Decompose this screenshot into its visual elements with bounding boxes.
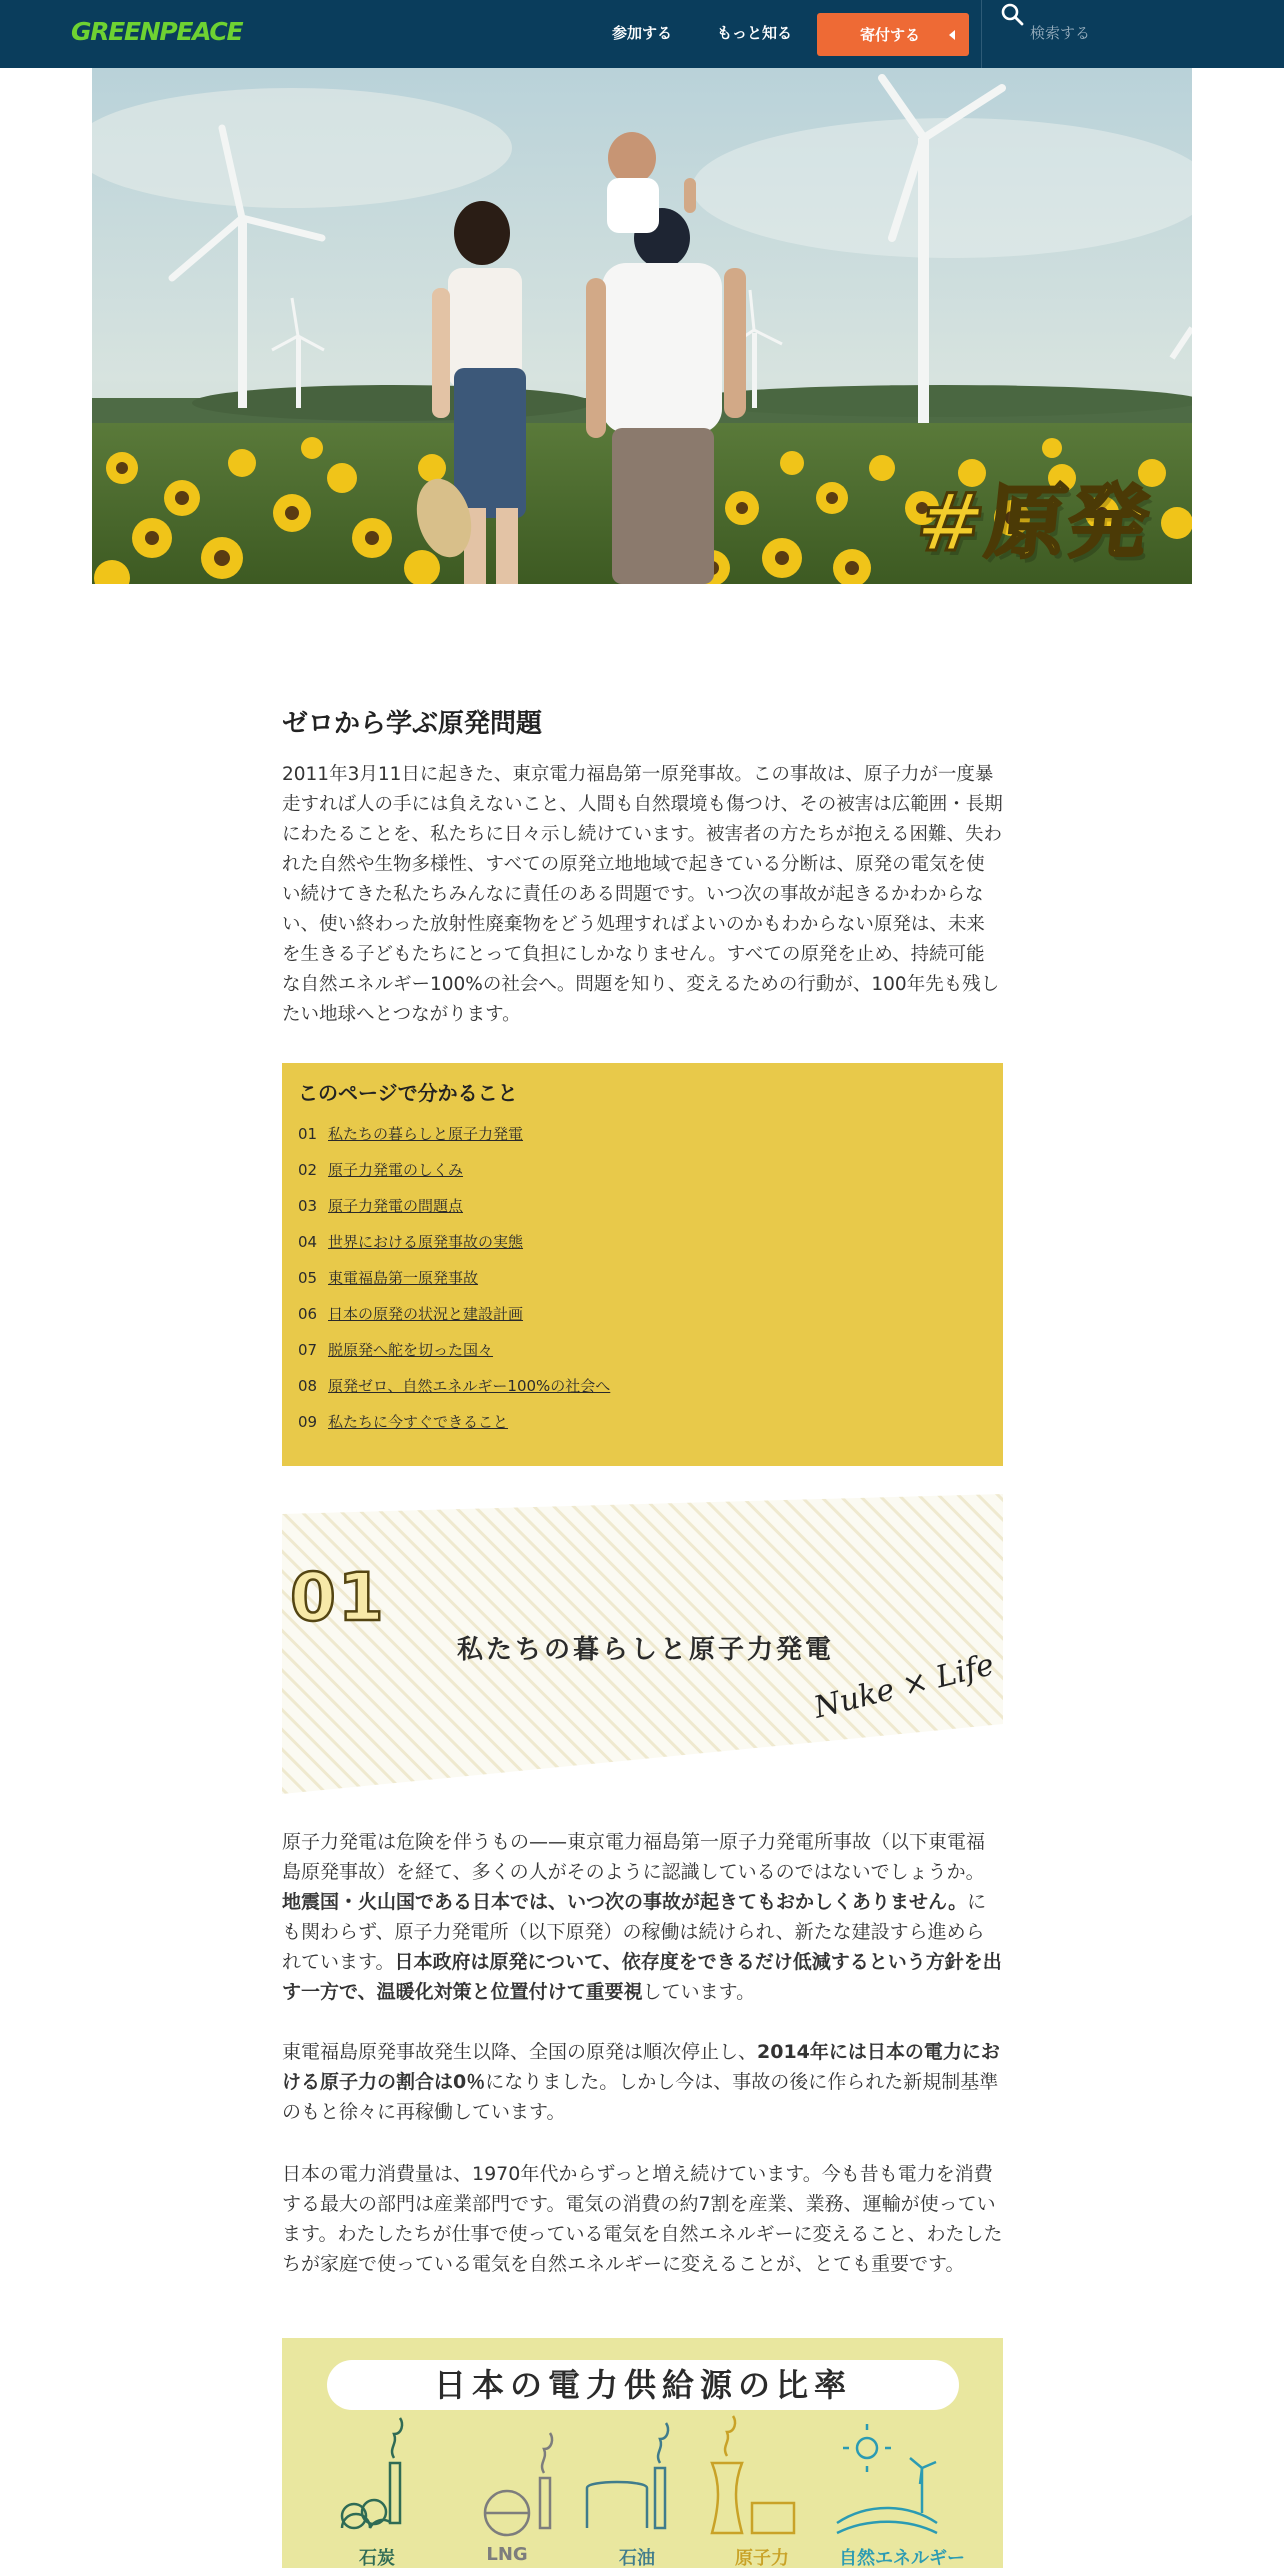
text-run: にも関わらず、原子力発電所（以下原発）の稼働は続けられ、新たな建設すら進められています。 bbox=[282, 1891, 987, 1973]
source-label-oil: 石油 bbox=[619, 2548, 655, 2568]
hero-hashtag: #原発 bbox=[912, 476, 1156, 569]
toc-item bbox=[298, 1159, 987, 1195]
text-run: 東電福島原発事故発生以降、全国の原発は順次停止し、 bbox=[282, 2041, 758, 2063]
toc-item-number: 09 bbox=[298, 1413, 318, 1431]
intro-paragraph: 2011年3月11日に起きた、東京電力福島第一原発事故。この事故は、原子力が一度暴走すれば人の手には負えないこと、人間も自然環境も傷つけ、その被害は広範囲・長期にわたることを、私たちに日々示し続けています。被害者の方たちが抱える困難、失われた自然や生物多様性、すべての原発立地地域で起きている分断は、原発の電気を使い続けてきた私たちみんなに責任のある問題です。いつ次の事故が起きるかわからない、使い終わった放射性廃棄物をどう処理すればよいのかもわからない原発は、未来を生きる子どもたちにとって負担にしかなりません。すべての原発を止め、持続可能な自然エネルギー100%の社会へ。問題を知り、変えるための行動が、100年先も残したい地球へとつながります。 bbox=[282, 764, 1003, 1025]
toc-link[interactable]: 脱原発へ舵を切った国々 bbox=[328, 1341, 494, 1359]
text-run: 原子力発電は危険を伴うもの——東京電力福島第一原子力発電所事故（以下東電福島原発事故）を経て、多くの人がそのように認識しているのではないでしょうか。 bbox=[282, 1831, 986, 1883]
source-label-nuclear: 原子力 bbox=[735, 2548, 789, 2568]
toc-item bbox=[298, 1303, 987, 1339]
section-01-banner bbox=[282, 1494, 1003, 1794]
section-01-paragraph-2 bbox=[282, 2037, 1003, 2127]
header-divider bbox=[981, 0, 982, 68]
site-header bbox=[0, 0, 1284, 68]
search-input[interactable] bbox=[1030, 20, 1260, 46]
coal-plant-icon bbox=[342, 2418, 402, 2528]
toc-link[interactable]: 私たちに今すぐできること bbox=[328, 1413, 509, 1431]
text-run-bold: 2014年には日本の電力における原子力の割合は0％ bbox=[282, 2041, 1000, 2093]
toc-link[interactable]: 原子力発電のしくみ bbox=[328, 1161, 464, 1179]
toc-list bbox=[298, 1123, 987, 1447]
toc-item bbox=[298, 1195, 987, 1231]
toc-item-number: 05 bbox=[298, 1269, 318, 1287]
section-title: 私たちの暮らしと原子力発電 bbox=[457, 1635, 835, 1665]
section-number: 01 bbox=[290, 1559, 386, 1636]
toc-item bbox=[298, 1267, 987, 1303]
toc-item-number: 06 bbox=[298, 1305, 318, 1323]
renewable-energy-icon bbox=[837, 2424, 937, 2533]
toc-title: このページで分かること bbox=[298, 1081, 518, 1105]
nuclear-plant-icon bbox=[712, 2416, 794, 2533]
toc-item bbox=[298, 1123, 987, 1159]
search-icon[interactable] bbox=[998, 1, 1026, 29]
donate-button-label: 寄付する bbox=[860, 26, 921, 44]
hero-image bbox=[92, 68, 1192, 584]
infographic-icons bbox=[282, 2338, 1003, 2568]
toc-link[interactable]: 原子力発電の問題点 bbox=[328, 1197, 464, 1215]
text-run-bold: 日本政府は原発について、依存度をできるだけ低減するという方針を出す一方で、温暖化対策と位置付けて重要視 bbox=[282, 1951, 1002, 2003]
toc-link[interactable]: 原発ゼロ、自然エネルギー100%の社会へ bbox=[328, 1377, 611, 1395]
text-run: しています。 bbox=[642, 1981, 756, 2003]
text-run: になりました。しかし今は、事故の後に作られた新規制基準のもと徐々に再稼働しています。 bbox=[282, 2071, 999, 2123]
toc-item-number: 01 bbox=[298, 1125, 318, 1143]
power-source-infographic bbox=[282, 2338, 1003, 2568]
text-run-bold: 地震国・火山国である日本では、いつ次の事故が起きてもおかしくありません。 bbox=[282, 1891, 968, 1913]
source-label-lng: LNG bbox=[486, 2544, 528, 2565]
toc-item bbox=[298, 1231, 987, 1267]
section-01-paragraph-3: 日本の電力消費量は、1970年代からずっと増え続けています。今も昔も電力を消費する最大の部門は産業部門です。電気の消費の約7割を産業、業務、運輸が使っています。わたしたちが仕事で使っている電気を自然エネルギーに変えること、わたしたちが家庭で使っている電気を自然エネルギーに変えることが、とても重要です。 bbox=[282, 2163, 1003, 2275]
nav-join-link[interactable]: 参加する bbox=[612, 24, 673, 42]
page-title: ゼロから学ぶ原発問題 bbox=[282, 709, 543, 739]
toc-item bbox=[298, 1339, 987, 1375]
toc-item bbox=[298, 1411, 987, 1447]
toc-link[interactable]: 私たちの暮らしと原子力発電 bbox=[328, 1125, 524, 1143]
toc-item bbox=[298, 1375, 987, 1411]
section-01-paragraph-1 bbox=[282, 1827, 1003, 2007]
source-label-coal: 石炭 bbox=[359, 2548, 395, 2568]
toc-item-number: 08 bbox=[298, 1377, 318, 1395]
toc-link[interactable]: 東電福島第一原発事故 bbox=[328, 1269, 479, 1287]
donate-button[interactable] bbox=[817, 13, 969, 56]
toc-item-number: 07 bbox=[298, 1341, 318, 1359]
caret-left-icon bbox=[949, 30, 955, 40]
toc-link[interactable]: 日本の原発の状況と建設計画 bbox=[328, 1305, 524, 1323]
section-script-text: Nuke × Life bbox=[810, 1647, 998, 1726]
nav-learn-more-link[interactable]: もっと知る bbox=[717, 24, 793, 42]
source-label-renewable: 自然エネルギー bbox=[839, 2548, 965, 2568]
table-of-contents bbox=[282, 1063, 1003, 1466]
toc-item-number: 03 bbox=[298, 1197, 318, 1215]
infographic-title: 日本の電力供給源の比率 bbox=[433, 2366, 852, 2404]
lng-plant-icon bbox=[485, 2433, 552, 2535]
oil-plant-icon bbox=[587, 2423, 668, 2528]
greenpeace-logo[interactable]: GREENPEACE bbox=[71, 17, 243, 46]
toc-item-number: 04 bbox=[298, 1233, 318, 1251]
toc-item-number: 02 bbox=[298, 1161, 318, 1179]
toc-link[interactable]: 世界における原発事故の実態 bbox=[328, 1233, 524, 1251]
